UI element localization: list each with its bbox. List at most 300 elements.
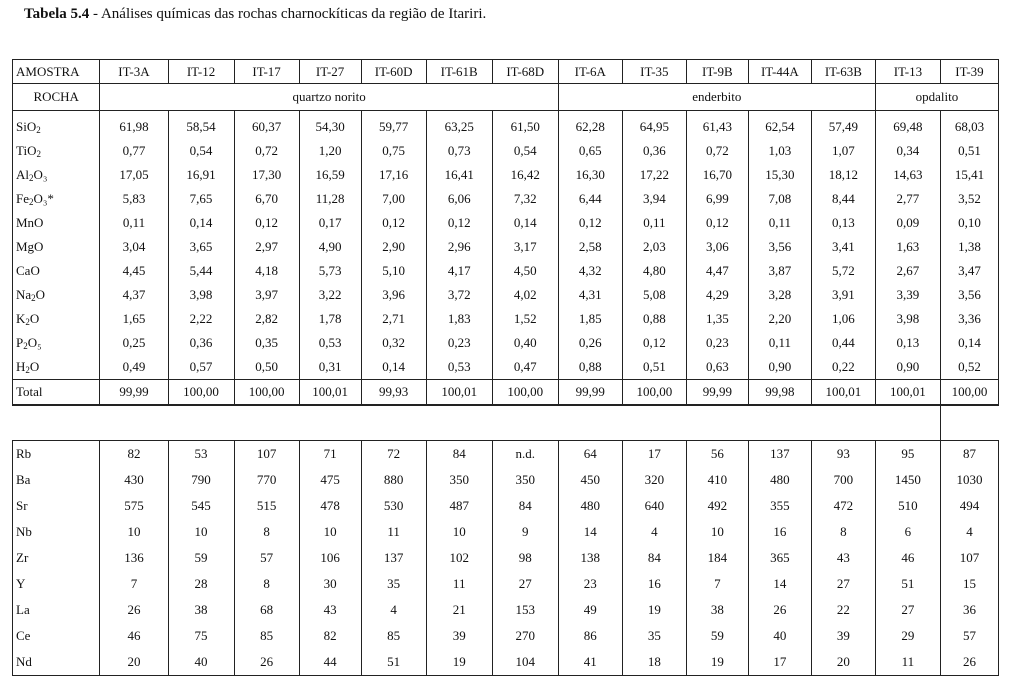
trace-value: 430 xyxy=(100,467,168,493)
trace-value: 880 xyxy=(361,467,426,493)
oxide-value: 0,49 xyxy=(100,355,168,380)
trace-value: 41 xyxy=(558,649,622,676)
oxide-value: 59,77 xyxy=(361,111,426,140)
rock-group: opdalito xyxy=(875,84,998,111)
oxide-value: 4,80 xyxy=(622,259,686,283)
oxide-value: 0,12 xyxy=(234,211,299,235)
trace-row xyxy=(13,649,999,676)
trace-value: 86 xyxy=(558,623,622,649)
oxide-value: 0,65 xyxy=(558,139,622,163)
trace-value: 35 xyxy=(361,571,426,597)
total-value: 100,00 xyxy=(168,380,234,406)
chemical-analysis-table xyxy=(12,59,999,676)
oxide-symbol: H xyxy=(16,359,26,374)
oxide-value: 17,16 xyxy=(361,163,426,187)
oxide-value: 0,14 xyxy=(168,211,234,235)
oxide-value: 0,44 xyxy=(811,331,875,355)
total-value: 100,01 xyxy=(426,380,492,406)
rock-type-row xyxy=(13,84,999,111)
trace-row xyxy=(13,623,999,649)
trace-value: 640 xyxy=(622,493,686,519)
oxide-value: 0,73 xyxy=(426,139,492,163)
table-number: Tabela 5.4 xyxy=(24,6,90,22)
trace-value: 26 xyxy=(748,597,811,623)
element-label: Nb xyxy=(13,519,100,545)
trace-value: 790 xyxy=(168,467,234,493)
oxide-value: 68,03 xyxy=(940,111,998,140)
sample-header: IT-27 xyxy=(299,60,361,84)
oxide-value: 3,94 xyxy=(622,187,686,211)
trace-value: 10 xyxy=(686,519,748,545)
oxide-value: 2,67 xyxy=(875,259,940,283)
oxide-value: 4,31 xyxy=(558,283,622,307)
trace-value: 515 xyxy=(234,493,299,519)
oxide-value: 0,12 xyxy=(686,211,748,235)
trace-value: 365 xyxy=(748,545,811,571)
sample-header: IT-3A xyxy=(100,60,168,84)
oxide-value: 63,25 xyxy=(426,111,492,140)
oxide-value: 0,36 xyxy=(168,331,234,355)
oxide-value: 1,38 xyxy=(940,235,998,259)
oxide-value: 0,23 xyxy=(426,331,492,355)
trace-value: 137 xyxy=(361,545,426,571)
oxide-value: 4,50 xyxy=(492,259,558,283)
trace-value: 98 xyxy=(492,545,558,571)
oxide-value: 1,78 xyxy=(299,307,361,331)
trace-value: 545 xyxy=(168,493,234,519)
trace-value: 11 xyxy=(361,519,426,545)
oxide-value: 64,95 xyxy=(622,111,686,140)
trace-value: 11 xyxy=(426,571,492,597)
oxide-value: 2,20 xyxy=(748,307,811,331)
oxide-value: 1,20 xyxy=(299,139,361,163)
oxide-label xyxy=(13,139,100,163)
oxide-value: 3,97 xyxy=(234,283,299,307)
trace-value: 450 xyxy=(558,467,622,493)
header-label: AMOSTRA xyxy=(13,60,100,84)
oxide-value: 1,83 xyxy=(426,307,492,331)
trace-value: 19 xyxy=(426,649,492,676)
oxide-value: 17,05 xyxy=(100,163,168,187)
trace-value: 10 xyxy=(426,519,492,545)
table-caption xyxy=(24,6,486,23)
oxide-value: 1,52 xyxy=(492,307,558,331)
oxide-value: 0,77 xyxy=(100,139,168,163)
trace-value: 14 xyxy=(748,571,811,597)
trace-value: 21 xyxy=(426,597,492,623)
oxide-value: 6,70 xyxy=(234,187,299,211)
oxide-value: 0,54 xyxy=(168,139,234,163)
element-label: Ba xyxy=(13,467,100,493)
sample-header: IT-17 xyxy=(234,60,299,84)
oxide-value: 16,70 xyxy=(686,163,748,187)
element-label: La xyxy=(13,597,100,623)
oxide-value: 2,22 xyxy=(168,307,234,331)
oxide-label xyxy=(13,111,100,140)
oxide-value: 17,22 xyxy=(622,163,686,187)
trace-value: 51 xyxy=(875,571,940,597)
trace-value: 320 xyxy=(622,467,686,493)
trace-value: 75 xyxy=(168,623,234,649)
trace-value: 20 xyxy=(100,649,168,676)
oxide-value: 2,71 xyxy=(361,307,426,331)
trace-value: 106 xyxy=(299,545,361,571)
total-value: 100,00 xyxy=(234,380,299,406)
trace-value: 102 xyxy=(426,545,492,571)
trace-value: 355 xyxy=(748,493,811,519)
oxide-value: 3,91 xyxy=(811,283,875,307)
trace-value: 43 xyxy=(811,545,875,571)
rock-group: quartzo norito xyxy=(100,84,558,111)
trace-value: 84 xyxy=(492,493,558,519)
oxide-value: 0,12 xyxy=(558,211,622,235)
oxide-value: 0,47 xyxy=(492,355,558,380)
oxide-row xyxy=(13,259,999,283)
oxide-label xyxy=(13,283,100,307)
total-value: 100,00 xyxy=(940,380,998,406)
oxide-label xyxy=(13,235,100,259)
trace-value: 138 xyxy=(558,545,622,571)
oxide-value: 57,49 xyxy=(811,111,875,140)
oxide-value: 0,51 xyxy=(940,139,998,163)
total-label: Total xyxy=(13,380,100,406)
trace-value: 17 xyxy=(748,649,811,676)
oxide-value: 61,50 xyxy=(492,111,558,140)
trace-value: 87 xyxy=(940,441,998,468)
trace-value: 9 xyxy=(492,519,558,545)
trace-value: 136 xyxy=(100,545,168,571)
oxide-value: 3,56 xyxy=(940,283,998,307)
oxide-value: 0,31 xyxy=(299,355,361,380)
oxide-row xyxy=(13,355,999,380)
trace-value: 494 xyxy=(940,493,998,519)
oxide-value: 5,10 xyxy=(361,259,426,283)
trace-value: 107 xyxy=(234,441,299,468)
oxide-value: 0,17 xyxy=(299,211,361,235)
oxide-value: 1,65 xyxy=(100,307,168,331)
oxide-value: 0,25 xyxy=(100,331,168,355)
spacer-cell xyxy=(13,405,941,441)
trace-value: 82 xyxy=(100,441,168,468)
total-value: 99,99 xyxy=(686,380,748,406)
oxide-row xyxy=(13,283,999,307)
trace-value: 4 xyxy=(361,597,426,623)
trace-value: 46 xyxy=(100,623,168,649)
oxide-value: 0,13 xyxy=(811,211,875,235)
oxide-value: 0,11 xyxy=(622,211,686,235)
trace-value: 29 xyxy=(875,623,940,649)
oxide-value: 16,41 xyxy=(426,163,492,187)
trace-value: 36 xyxy=(940,597,998,623)
trace-value: 487 xyxy=(426,493,492,519)
trace-value: 17 xyxy=(622,441,686,468)
trace-value: 26 xyxy=(234,649,299,676)
oxide-value: 0,14 xyxy=(940,331,998,355)
oxide-value: 16,91 xyxy=(168,163,234,187)
oxide-value: 0,36 xyxy=(622,139,686,163)
oxide-value: 0,57 xyxy=(168,355,234,380)
oxide-value: 58,54 xyxy=(168,111,234,140)
trace-value: 39 xyxy=(811,623,875,649)
oxide-value: 0,72 xyxy=(234,139,299,163)
oxide-label xyxy=(13,259,100,283)
oxide-label xyxy=(13,211,100,235)
oxide-value: 0,34 xyxy=(875,139,940,163)
oxide-subscript: 2 xyxy=(31,293,36,303)
oxide-value: 4,90 xyxy=(299,235,361,259)
oxide-value: 4,47 xyxy=(686,259,748,283)
oxide-value: 61,43 xyxy=(686,111,748,140)
oxide-label xyxy=(13,355,100,380)
oxide-value: 3,56 xyxy=(748,235,811,259)
oxide-value: 3,87 xyxy=(748,259,811,283)
trace-value: 18 xyxy=(622,649,686,676)
oxide-value: 15,30 xyxy=(748,163,811,187)
trace-value: 480 xyxy=(748,467,811,493)
trace-value: 40 xyxy=(748,623,811,649)
trace-value: 6 xyxy=(875,519,940,545)
oxide-value: 0,09 xyxy=(875,211,940,235)
oxide-value: 0,13 xyxy=(875,331,940,355)
trace-value: 57 xyxy=(234,545,299,571)
oxide-row xyxy=(13,211,999,235)
oxide-value: 5,72 xyxy=(811,259,875,283)
sample-header: IT-63B xyxy=(811,60,875,84)
trace-value: 104 xyxy=(492,649,558,676)
oxide-symbol: Fe xyxy=(16,191,29,206)
trace-row xyxy=(13,597,999,623)
trace-value: 137 xyxy=(748,441,811,468)
trace-value: 1030 xyxy=(940,467,998,493)
oxide-value: 0,63 xyxy=(686,355,748,380)
oxide-value: 0,11 xyxy=(100,211,168,235)
oxide-value: 0,23 xyxy=(686,331,748,355)
trace-value: 10 xyxy=(168,519,234,545)
oxide-value: 4,17 xyxy=(426,259,492,283)
trace-value: 10 xyxy=(100,519,168,545)
trace-value: 270 xyxy=(492,623,558,649)
trace-value: 530 xyxy=(361,493,426,519)
oxide-value: 0,51 xyxy=(622,355,686,380)
sample-header: IT-60D xyxy=(361,60,426,84)
oxide-value: 3,65 xyxy=(168,235,234,259)
oxide-value: 3,36 xyxy=(940,307,998,331)
oxide-value: 0,54 xyxy=(492,139,558,163)
trace-value: 107 xyxy=(940,545,998,571)
trace-value: 84 xyxy=(426,441,492,468)
oxide-value: 2,97 xyxy=(234,235,299,259)
oxide-row xyxy=(13,139,999,163)
oxide-value: 7,65 xyxy=(168,187,234,211)
sample-header: IT-61B xyxy=(426,60,492,84)
trace-value: 7 xyxy=(100,571,168,597)
oxide-value: 0,10 xyxy=(940,211,998,235)
oxide-value: 3,17 xyxy=(492,235,558,259)
oxide-subscript: 2 xyxy=(29,197,34,207)
spacer-row xyxy=(13,405,999,441)
oxide-value: 0,50 xyxy=(234,355,299,380)
trace-value: 20 xyxy=(811,649,875,676)
total-value: 99,98 xyxy=(748,380,811,406)
oxide-value: 0,88 xyxy=(622,307,686,331)
oxide-value: 0,14 xyxy=(361,355,426,380)
trace-value: 8 xyxy=(811,519,875,545)
oxide-value: 2,82 xyxy=(234,307,299,331)
oxide-symbol: Al xyxy=(16,167,29,182)
trace-value: 93 xyxy=(811,441,875,468)
trace-value: 478 xyxy=(299,493,361,519)
oxide-symbol: MnO xyxy=(16,215,44,230)
trace-value: 8 xyxy=(234,571,299,597)
oxide-suffix: O₃* xyxy=(33,191,54,206)
oxide-value: 2,96 xyxy=(426,235,492,259)
trace-value: 72 xyxy=(361,441,426,468)
oxide-subscript: 2 xyxy=(29,173,34,183)
oxide-value: 4,37 xyxy=(100,283,168,307)
trace-value: 82 xyxy=(299,623,361,649)
oxide-value: 1,07 xyxy=(811,139,875,163)
trace-value: 510 xyxy=(875,493,940,519)
trace-value: 7 xyxy=(686,571,748,597)
oxide-value: 0,90 xyxy=(875,355,940,380)
element-label: Ce xyxy=(13,623,100,649)
oxide-value: 8,44 xyxy=(811,187,875,211)
trace-value: 575 xyxy=(100,493,168,519)
trace-value: 53 xyxy=(168,441,234,468)
element-label: Zr xyxy=(13,545,100,571)
oxide-value: 1,85 xyxy=(558,307,622,331)
oxide-symbol: TiO xyxy=(16,143,37,158)
header-row xyxy=(13,60,999,84)
oxide-suffix: O xyxy=(29,359,40,374)
oxide-value: 3,39 xyxy=(875,283,940,307)
sample-header: IT-9B xyxy=(686,60,748,84)
oxide-row xyxy=(13,187,999,211)
trace-value: 85 xyxy=(361,623,426,649)
trace-value: 71 xyxy=(299,441,361,468)
trace-value: 35 xyxy=(622,623,686,649)
oxide-value: 3,96 xyxy=(361,283,426,307)
oxide-value: 60,37 xyxy=(234,111,299,140)
table-title: - Análises químicas das rochas charnockíticas da região de Itariri. xyxy=(89,6,487,22)
trace-value: 64 xyxy=(558,441,622,468)
sample-header: IT-6A xyxy=(558,60,622,84)
oxide-value: 0,75 xyxy=(361,139,426,163)
oxide-row xyxy=(13,235,999,259)
oxide-value: 0,12 xyxy=(426,211,492,235)
oxide-value: 62,54 xyxy=(748,111,811,140)
oxide-value: 3,52 xyxy=(940,187,998,211)
trace-row xyxy=(13,571,999,597)
trace-value: 43 xyxy=(299,597,361,623)
oxide-label xyxy=(13,187,100,211)
oxide-value: 0,12 xyxy=(361,211,426,235)
trace-value: 16 xyxy=(748,519,811,545)
oxide-symbol: SiO xyxy=(16,119,37,134)
oxide-value: 11,28 xyxy=(299,187,361,211)
element-label: Y xyxy=(13,571,100,597)
oxide-value: 2,90 xyxy=(361,235,426,259)
oxide-row xyxy=(13,331,999,355)
oxide-value: 0,14 xyxy=(492,211,558,235)
oxide-value: 0,32 xyxy=(361,331,426,355)
oxide-symbol: CaO xyxy=(16,263,40,278)
oxide-value: 62,28 xyxy=(558,111,622,140)
trace-value: 480 xyxy=(558,493,622,519)
oxide-value: 2,58 xyxy=(558,235,622,259)
oxide-value: 0,35 xyxy=(234,331,299,355)
oxide-subscript: 2 xyxy=(36,125,41,135)
oxide-value: 7,32 xyxy=(492,187,558,211)
total-value: 100,00 xyxy=(622,380,686,406)
oxide-value: 2,77 xyxy=(875,187,940,211)
element-label: Nd xyxy=(13,649,100,676)
oxide-value: 0,11 xyxy=(748,331,811,355)
trace-row xyxy=(13,467,999,493)
trace-value: 27 xyxy=(811,571,875,597)
trace-value: 410 xyxy=(686,467,748,493)
total-value: 99,93 xyxy=(361,380,426,406)
trace-row xyxy=(13,493,999,519)
trace-value: 4 xyxy=(622,519,686,545)
trace-value: 475 xyxy=(299,467,361,493)
oxide-value: 5,44 xyxy=(168,259,234,283)
oxide-value: 3,41 xyxy=(811,235,875,259)
trace-value: 84 xyxy=(622,545,686,571)
oxide-row xyxy=(13,307,999,331)
trace-value: 30 xyxy=(299,571,361,597)
oxide-value: 1,63 xyxy=(875,235,940,259)
oxide-value: 61,98 xyxy=(100,111,168,140)
oxide-value: 3,47 xyxy=(940,259,998,283)
trace-value: 57 xyxy=(940,623,998,649)
trace-value: 40 xyxy=(168,649,234,676)
oxide-value: 3,98 xyxy=(168,283,234,307)
trace-value: 56 xyxy=(686,441,748,468)
trace-value: 350 xyxy=(492,467,558,493)
trace-value: 4 xyxy=(940,519,998,545)
trace-value: 39 xyxy=(426,623,492,649)
oxide-value: 16,59 xyxy=(299,163,361,187)
oxide-symbol: K xyxy=(16,311,26,326)
trace-value: 59 xyxy=(686,623,748,649)
oxide-value: 1,03 xyxy=(748,139,811,163)
trace-value: n.d. xyxy=(492,441,558,468)
oxide-value: 4,32 xyxy=(558,259,622,283)
oxide-value: 0,90 xyxy=(748,355,811,380)
trace-value: 26 xyxy=(940,649,998,676)
trace-value: 49 xyxy=(558,597,622,623)
oxide-value: 0,53 xyxy=(426,355,492,380)
oxide-value: 4,18 xyxy=(234,259,299,283)
oxide-value: 54,30 xyxy=(299,111,361,140)
oxide-value: 7,00 xyxy=(361,187,426,211)
oxide-value: 3,72 xyxy=(426,283,492,307)
oxide-value: 3,22 xyxy=(299,283,361,307)
trace-row xyxy=(13,441,999,468)
oxide-row xyxy=(13,163,999,187)
total-value: 100,01 xyxy=(299,380,361,406)
trace-value: 350 xyxy=(426,467,492,493)
trace-value: 51 xyxy=(361,649,426,676)
oxide-value: 3,04 xyxy=(100,235,168,259)
trace-value: 472 xyxy=(811,493,875,519)
trace-value: 16 xyxy=(622,571,686,597)
trace-value: 28 xyxy=(168,571,234,597)
oxide-value: 4,45 xyxy=(100,259,168,283)
oxide-value: 6,44 xyxy=(558,187,622,211)
sample-header: IT-39 xyxy=(940,60,998,84)
